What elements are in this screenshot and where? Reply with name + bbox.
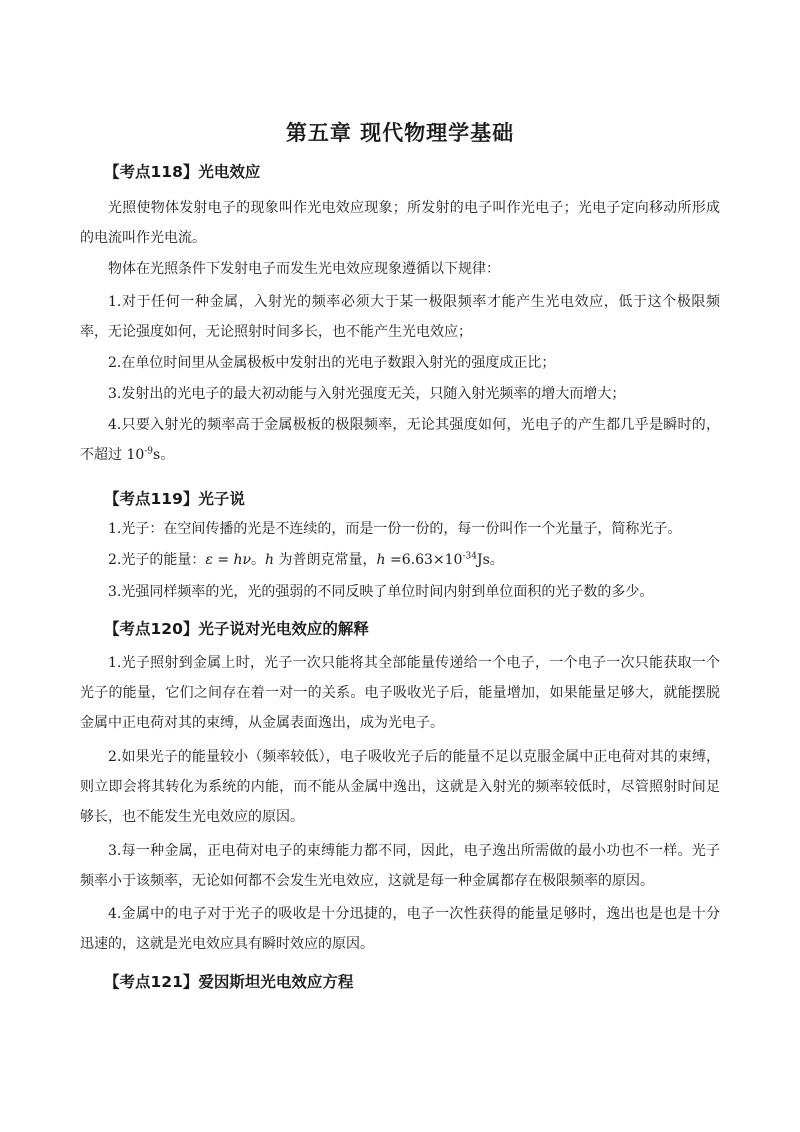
paragraph: 2.在单位时间里从金属极板中发射出的光电子数跟入射光的强度成正比； xyxy=(108,355,556,371)
paragraph-text: 。 xyxy=(251,552,266,568)
paragraph: 物体在光照条件下发射电子而发生光电效应现象遵循以下规律： xyxy=(108,261,500,277)
paragraph: 3.每一种金属，正电荷对电子的束缚能力都不同，因此，电子逸出所需做的最小功也不一样。光子频率小于该频率，无论如何都不会发生光电效应，这就是每一种金属都存在极限频率的原因。 xyxy=(80,843,720,889)
unit-text: s。 xyxy=(153,447,175,463)
paragraph: 4.金属中的电子对于光子的吸收是十分迅捷的，电子一次性获得的能量足够时，逸出也是也是十分迅速的，这就是光电效应具有瞬时效应的原因。 xyxy=(80,906,720,952)
chapter-title: 第五章 现代物理学基础 xyxy=(285,121,515,145)
paragraph: 1.光子照射到金属上时，光子一次只能将其全部能量传递给一个电子，一个电子一次只能获取一个光子的能量，它们之间存在着一对一的关系。电子吸收光子后，能量增加，如果能量足够大，就能摆脱金属中正电荷对其的束缚，从金属表面逸出，成为光电子。 xyxy=(80,655,720,731)
paragraph-text: 2.光子的能量： xyxy=(108,552,206,568)
paragraph: 1.光子：在空间传播的光是不连续的，而是一份一份的，每一份叫作一个光量子，简称光子。 xyxy=(108,521,682,537)
paragraph: 光照使物体发射电子的现象叫作光电效应现象；所发射的电子叫作光电子；光电子定向移动所形成的电流叫作光电流。 xyxy=(80,200,720,246)
energy-formula: ε = hν xyxy=(205,552,252,568)
planck-symbol: h xyxy=(376,552,386,568)
paragraph-text: 4.只要入射光的频率高于金属极板的极限频率，无论其强度如何，光电子的产生都几乎是瞬时的，不超过 10 xyxy=(80,417,720,463)
planck-symbol: h xyxy=(265,552,275,568)
paragraph-photon-energy xyxy=(80,545,720,575)
paragraph: 3.光强同样频率的光，光的强弱的不同反映了单位时间内射到单位面积的光子数的多少。 xyxy=(108,584,654,600)
paragraph-text: 为普朗克常量， xyxy=(274,552,377,568)
exponent: -34 xyxy=(462,551,477,562)
section-heading-120: 【考点120】光子说对光电效应的解释 xyxy=(104,620,369,638)
exponent: -9 xyxy=(144,446,154,457)
unit-text: Js。 xyxy=(476,552,504,568)
paragraph-with-exponent xyxy=(80,410,720,470)
paragraph: 1.对于任何一种金属，入射光的频率必须大于某一极限频率才能产生光电效应，低于这个极限频率，无论强度如何，无论照射时间多长，也不能产生光电效应； xyxy=(80,294,720,340)
paragraph: 3.发射出的光电子的最大初动能与入射光强度无关，只随入射光频率的增大而增大； xyxy=(108,386,626,402)
section-heading-118: 【考点118】光电效应 xyxy=(104,163,261,181)
section-heading-121: 【考点121】爱因斯坦光电效应方程 xyxy=(104,973,354,991)
paragraph: 2.如果光子的能量较小（频率较低），电子吸收光子后的能量不足以克服金属中正电荷对其的束缚，则立即会将其转化为系统的内能，而不能从金属中逸出，这就是入射光的频率较低时，尽管照射时间足够长，也不能发生光电效应的原因。 xyxy=(80,749,720,825)
planck-value: =6.63×10 xyxy=(385,552,463,568)
section-heading-119: 【考点119】光子说 xyxy=(104,490,245,508)
